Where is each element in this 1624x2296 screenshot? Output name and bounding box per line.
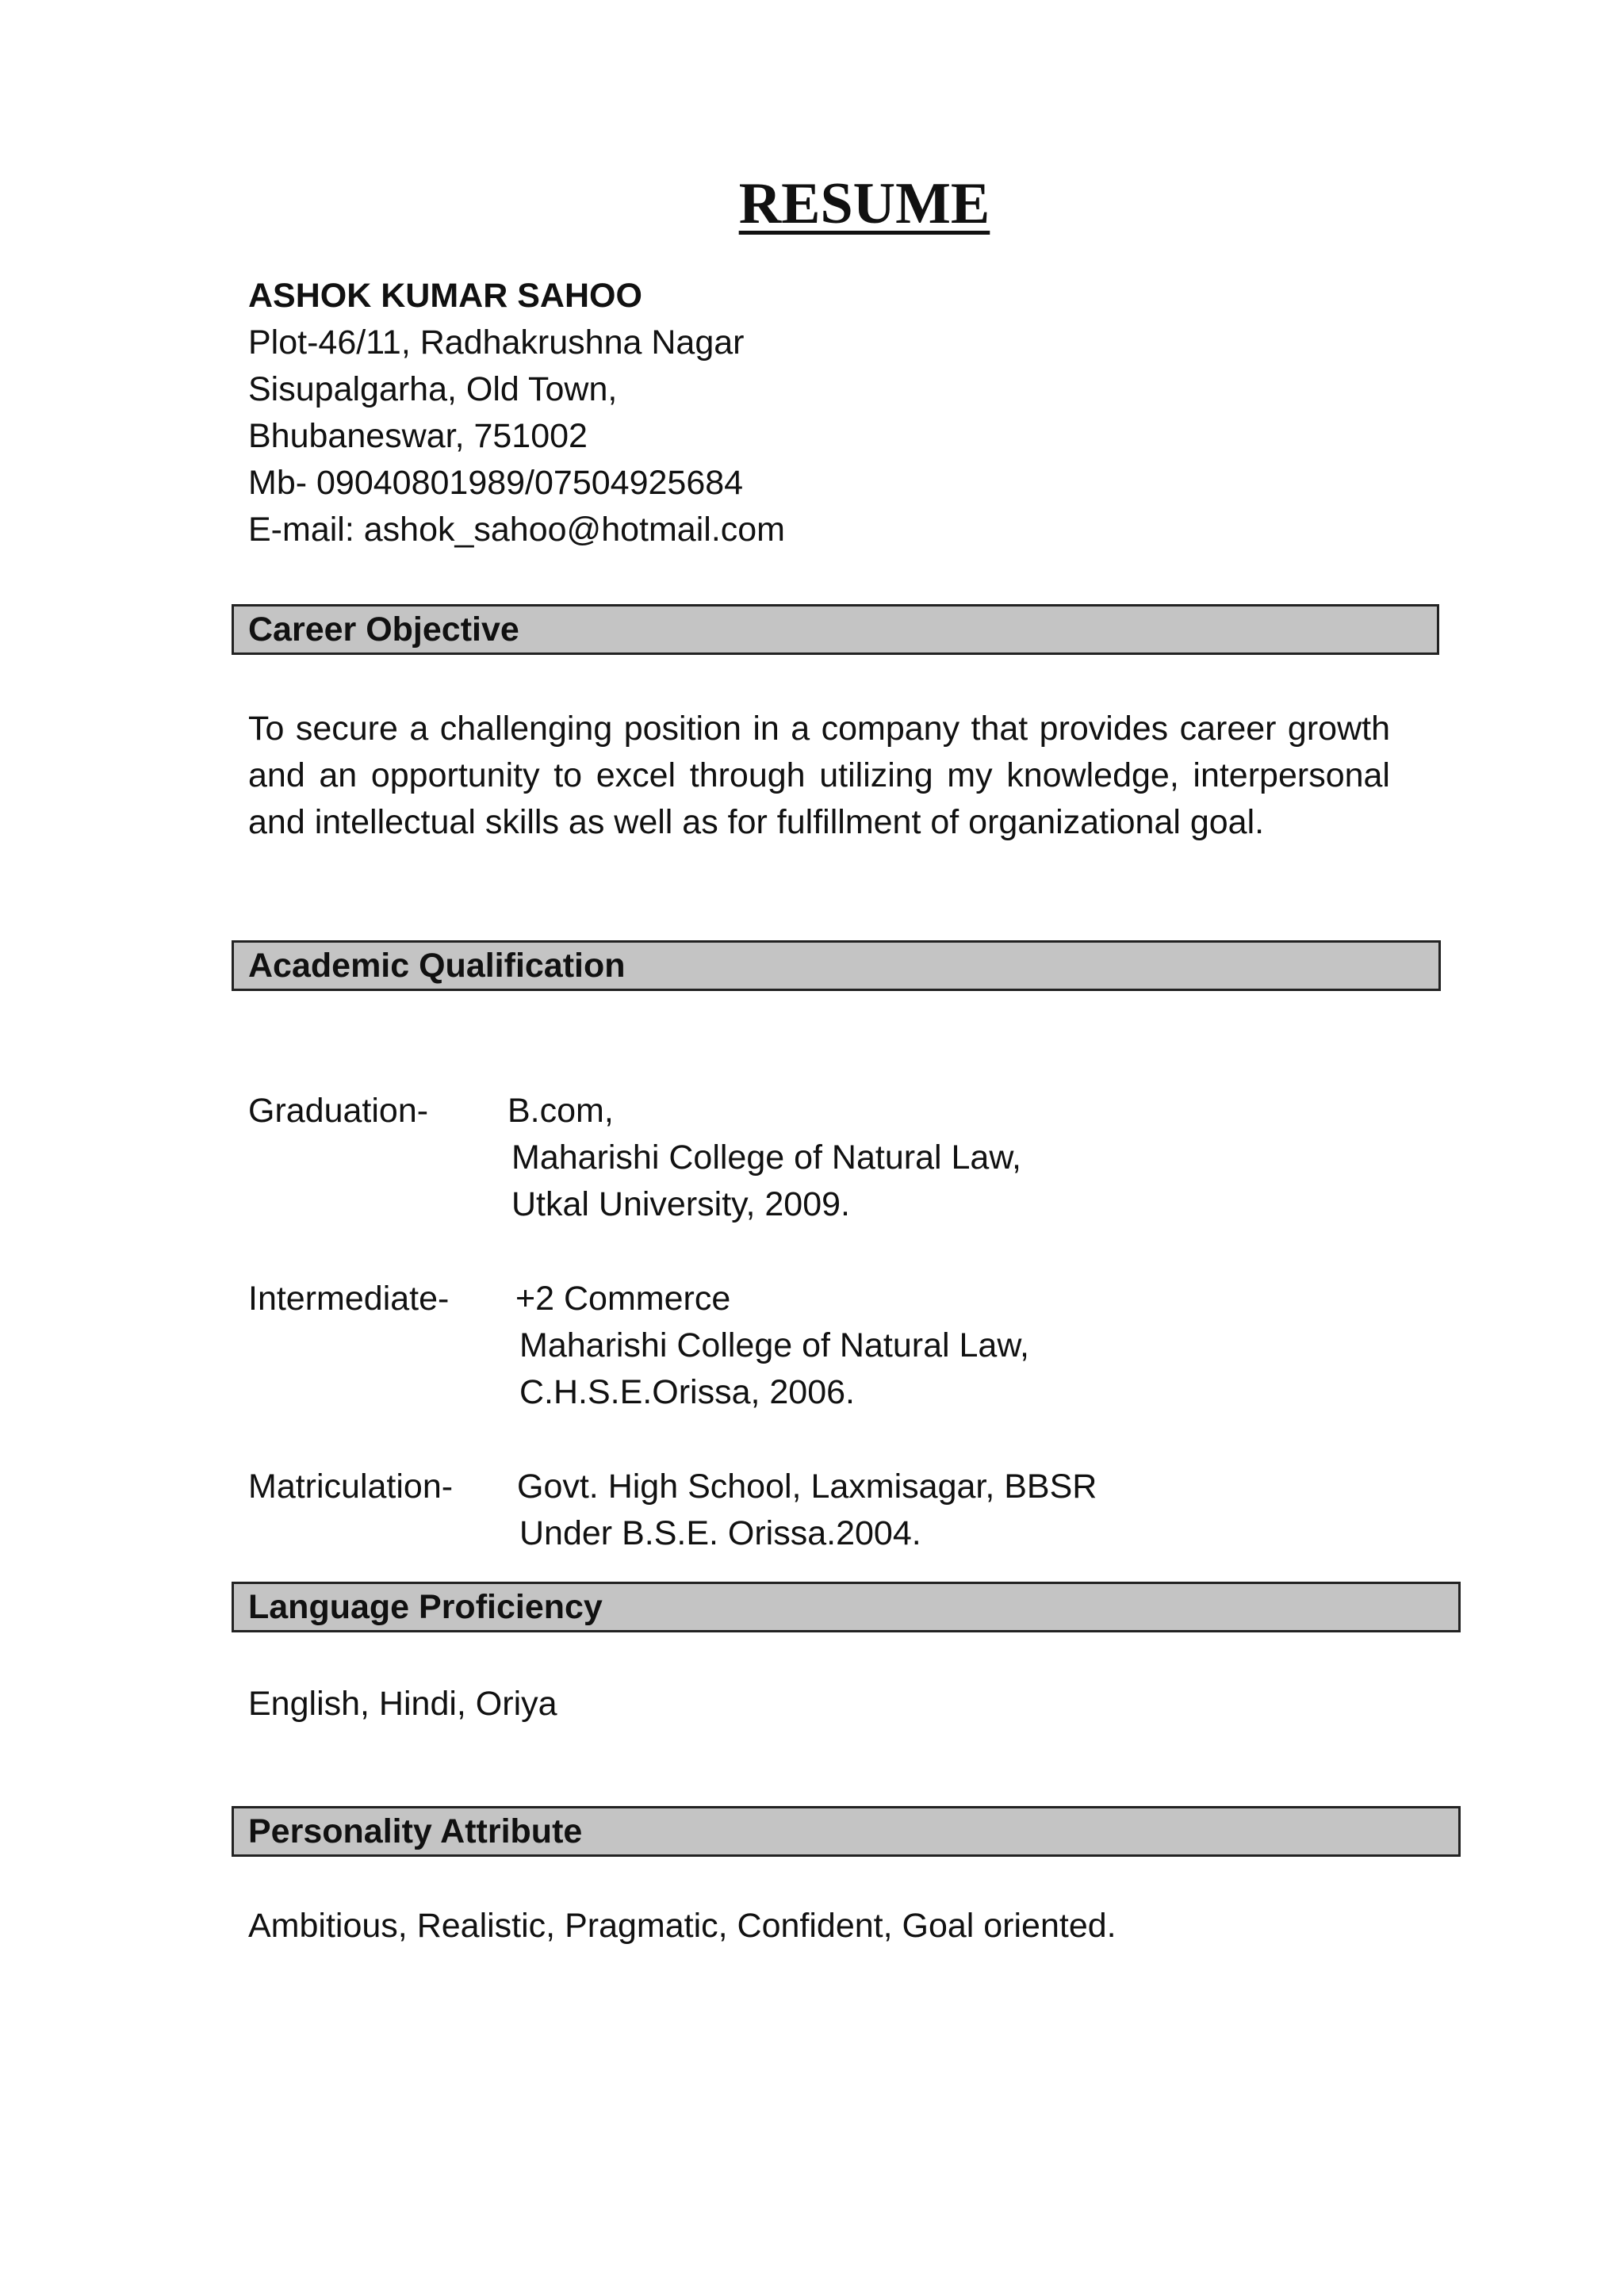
qualification-label: Graduation- xyxy=(248,1092,429,1130)
qualification-detail: B.com, xyxy=(508,1092,614,1130)
qualification-detail: Maharishi College of Natural Law, xyxy=(519,1326,1029,1364)
address-line-1: Plot-46/11, Radhakrushna Nagar xyxy=(248,323,745,362)
qualification-label: Intermediate- xyxy=(248,1280,450,1318)
email-address: E-mail: ashok_sahoo@hotmail.com xyxy=(248,511,785,549)
qualification-detail: +2 Commerce xyxy=(515,1280,731,1318)
qualification-detail: Under B.S.E. Orissa.2004. xyxy=(519,1514,921,1552)
section-header-academic-qualification: Academic Qualification xyxy=(232,940,1441,991)
mobile-number: Mb- 09040801989/07504925684 xyxy=(248,464,744,502)
career-objective-text: To secure a challenging position in a company that provides career growth and an opportunity to excel through utilizing my knowledge, interpersonal and intellectual skills as well as for fulfillment of organizational goal. xyxy=(248,710,1390,841)
personality-attributes-text: Ambitious, Realistic, Pragmatic, Confident, Goal oriented. xyxy=(248,1907,1116,1945)
qualification-detail: C.H.S.E.Orissa, 2006. xyxy=(519,1373,855,1411)
language-list: English, Hindi, Oriya xyxy=(248,1685,557,1723)
qualification-label: Matriculation- xyxy=(248,1468,454,1506)
section-header-personality-attribute: Personality Attribute xyxy=(232,1806,1461,1857)
address-line-2: Sisupalgarha, Old Town, xyxy=(248,370,618,408)
qualification-detail: Maharishi College of Natural Law, xyxy=(511,1138,1021,1177)
qualification-detail: Utkal University, 2009. xyxy=(511,1185,850,1223)
address-line-3: Bhubaneswar, 751002 xyxy=(248,417,588,455)
qualification-detail: Govt. High School, Laxmisagar, BBSR xyxy=(517,1468,1097,1506)
applicant-name: ASHOK KUMAR SAHOO xyxy=(248,277,642,315)
section-header-language-proficiency: Language Proficiency xyxy=(232,1582,1461,1632)
page-title: RESUME xyxy=(738,171,990,236)
section-header-career-objective: Career Objective xyxy=(232,604,1439,655)
